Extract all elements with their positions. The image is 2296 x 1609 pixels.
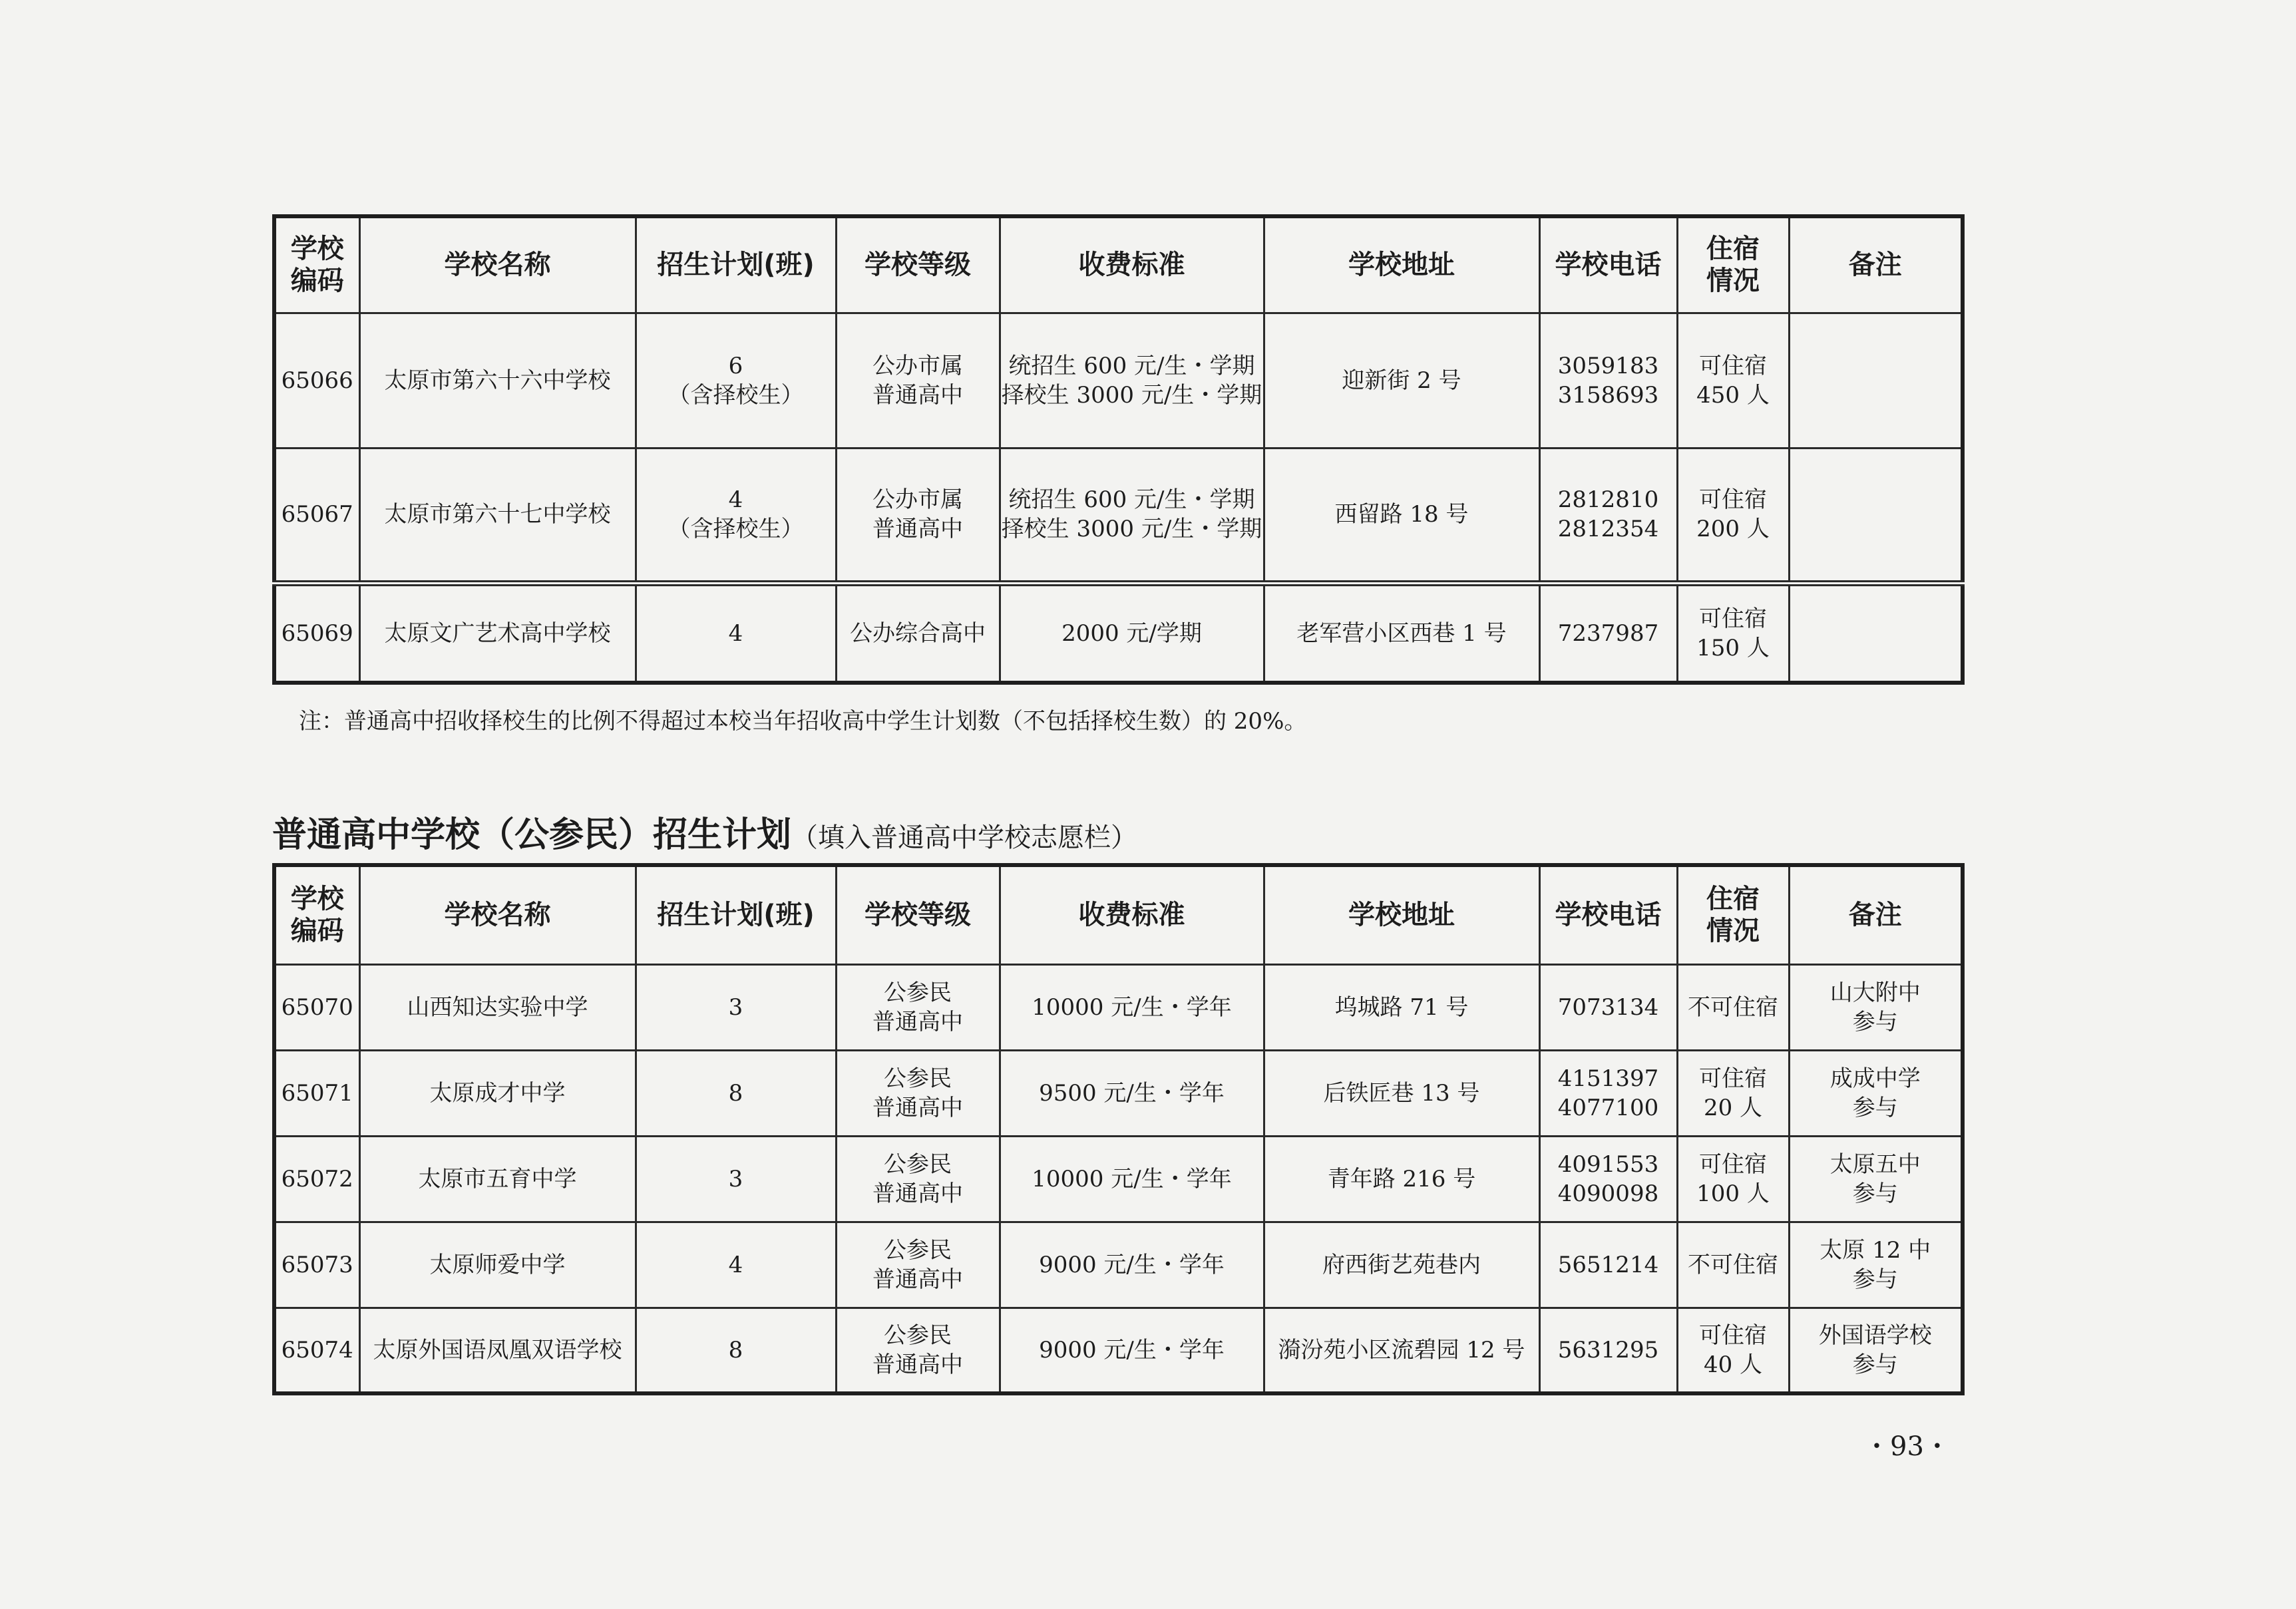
table-row	[274, 583, 1963, 683]
cell-address: 坞城路 71 号	[1264, 964, 1539, 1050]
table-header-row	[274, 216, 1963, 313]
cell-dorm: 不可住宿	[1677, 964, 1789, 1050]
cell-remark: 成成中学 参与	[1789, 1050, 1963, 1136]
cell-name: 太原师爱中学	[359, 1222, 636, 1308]
school-table-public	[272, 214, 1965, 685]
header-name: 学校名称	[359, 216, 636, 313]
cell-fee: 10000 元/生・学年	[1000, 964, 1264, 1050]
header-code: 学校 编码	[274, 216, 359, 313]
cell-name: 太原市第六十七中学校	[359, 448, 636, 583]
cell-remark	[1789, 313, 1963, 448]
header-dorm: 住宿 情况	[1677, 216, 1789, 313]
table-row	[274, 1050, 1963, 1136]
table-row	[274, 1136, 1963, 1222]
cell-fee: 9500 元/生・学年	[1000, 1050, 1264, 1136]
cell-level: 公参民 普通高中	[836, 964, 1000, 1050]
cell-level: 公参民 普通高中	[836, 1308, 1000, 1393]
section-title	[272, 806, 1137, 856]
cell-dorm: 不可住宿	[1677, 1222, 1789, 1308]
header-phone: 学校电话	[1539, 865, 1677, 964]
cell-phone: 4151397 4077100	[1539, 1050, 1677, 1136]
cell-remark: 太原五中 参与	[1789, 1136, 1963, 1222]
cell-phone: 2812810 2812354	[1539, 448, 1677, 583]
header-fee: 收费标准	[1000, 216, 1264, 313]
page-number: ・93・	[1863, 1431, 1951, 1462]
cell-remark: 太原 12 中 参与	[1789, 1222, 1963, 1308]
cell-code: 65073	[274, 1222, 359, 1308]
cell-address: 西留路 18 号	[1264, 448, 1539, 583]
cell-fee: 2000 元/学期	[1000, 583, 1264, 683]
table-row	[274, 964, 1963, 1050]
cell-dorm: 可住宿 100 人	[1677, 1136, 1789, 1222]
cell-address: 后铁匠巷 13 号	[1264, 1050, 1539, 1136]
cell-name: 太原市第六十六中学校	[359, 313, 636, 448]
header-plan: 招生计划(班)	[636, 865, 836, 964]
cell-fee: 9000 元/生・学年	[1000, 1308, 1264, 1393]
cell-phone: 7237987	[1539, 583, 1677, 683]
table-header-row	[274, 865, 1963, 964]
table-row	[274, 448, 1963, 583]
cell-code: 65066	[274, 313, 359, 448]
cell-plan: 4	[636, 1222, 836, 1308]
cell-level: 公办市属 普通高中	[836, 448, 1000, 583]
cell-remark: 外国语学校 参与	[1789, 1308, 1963, 1393]
cell-name: 太原外国语凤凰双语学校	[359, 1308, 636, 1393]
cell-name: 太原市五育中学	[359, 1136, 636, 1222]
cell-dorm: 可住宿 40 人	[1677, 1308, 1789, 1393]
cell-level: 公办综合高中	[836, 583, 1000, 683]
cell-plan: 3	[636, 964, 836, 1050]
cell-address: 老军营小区西巷 1 号	[1264, 583, 1539, 683]
cell-fee: 统招生 600 元/生・学期 择校生 3000 元/生・学期	[1000, 448, 1264, 583]
table-row	[274, 1222, 1963, 1308]
cell-fee: 统招生 600 元/生・学期 择校生 3000 元/生・学期	[1000, 313, 1264, 448]
header-address: 学校地址	[1264, 865, 1539, 964]
cell-code: 65069	[274, 583, 359, 683]
cell-name: 太原成才中学	[359, 1050, 636, 1136]
cell-code: 65067	[274, 448, 359, 583]
cell-code: 65071	[274, 1050, 359, 1136]
cell-address: 迎新街 2 号	[1264, 313, 1539, 448]
header-dorm: 住宿 情况	[1677, 865, 1789, 964]
cell-phone: 5631295	[1539, 1308, 1677, 1393]
header-plan: 招生计划(班)	[636, 216, 836, 313]
table-row	[274, 313, 1963, 448]
cell-plan: 4	[636, 583, 836, 683]
cell-plan: 3	[636, 1136, 836, 1222]
section-subtitle: （填入普通高中学校志愿栏）	[791, 822, 1138, 853]
header-remark: 备注	[1789, 865, 1963, 964]
cell-address: 府西街艺苑巷内	[1264, 1222, 1539, 1308]
cell-fee: 10000 元/生・学年	[1000, 1136, 1264, 1222]
cell-code: 65072	[274, 1136, 359, 1222]
header-phone: 学校电话	[1539, 216, 1677, 313]
cell-address: 青年路 216 号	[1264, 1136, 1539, 1222]
cell-level: 公参民 普通高中	[836, 1136, 1000, 1222]
cell-dorm: 可住宿 20 人	[1677, 1050, 1789, 1136]
cell-phone: 3059183 3158693	[1539, 313, 1677, 448]
header-fee: 收费标准	[1000, 865, 1264, 964]
header-name: 学校名称	[359, 865, 636, 964]
cell-plan: 6 （含择校生）	[636, 313, 836, 448]
cell-plan: 4 （含择校生）	[636, 448, 836, 583]
cell-plan: 8	[636, 1050, 836, 1136]
cell-name: 山西知达实验中学	[359, 964, 636, 1050]
cell-dorm: 可住宿 150 人	[1677, 583, 1789, 683]
cell-remark	[1789, 583, 1963, 683]
header-code: 学校 编码	[274, 865, 359, 964]
table-note: 注：普通高中招收择校生的比例不得超过本校当年招收高中学生计划数（不包括择校生数）的 20%。	[299, 708, 1307, 735]
section-title-main: 普通高中学校（公参民）招生计划	[272, 815, 792, 855]
header-level: 学校等级	[836, 865, 1000, 964]
header-address: 学校地址	[1264, 216, 1539, 313]
school-table-private	[272, 863, 1965, 1395]
cell-name: 太原文广艺术高中学校	[359, 583, 636, 683]
cell-dorm: 可住宿 450 人	[1677, 313, 1789, 448]
cell-level: 公参民 普通高中	[836, 1222, 1000, 1308]
cell-remark	[1789, 448, 1963, 583]
cell-plan: 8	[636, 1308, 836, 1393]
cell-remark: 山大附中 参与	[1789, 964, 1963, 1050]
table-row	[274, 1308, 1963, 1393]
cell-address: 漪汾苑小区流碧园 12 号	[1264, 1308, 1539, 1393]
cell-phone: 4091553 4090098	[1539, 1136, 1677, 1222]
cell-code: 65070	[274, 964, 359, 1050]
cell-code: 65074	[274, 1308, 359, 1393]
cell-level: 公办市属 普通高中	[836, 313, 1000, 448]
cell-phone: 7073134	[1539, 964, 1677, 1050]
header-remark: 备注	[1789, 216, 1963, 313]
cell-fee: 9000 元/生・学年	[1000, 1222, 1264, 1308]
cell-phone: 5651214	[1539, 1222, 1677, 1308]
cell-level: 公参民 普通高中	[836, 1050, 1000, 1136]
cell-dorm: 可住宿 200 人	[1677, 448, 1789, 583]
header-level: 学校等级	[836, 216, 1000, 313]
